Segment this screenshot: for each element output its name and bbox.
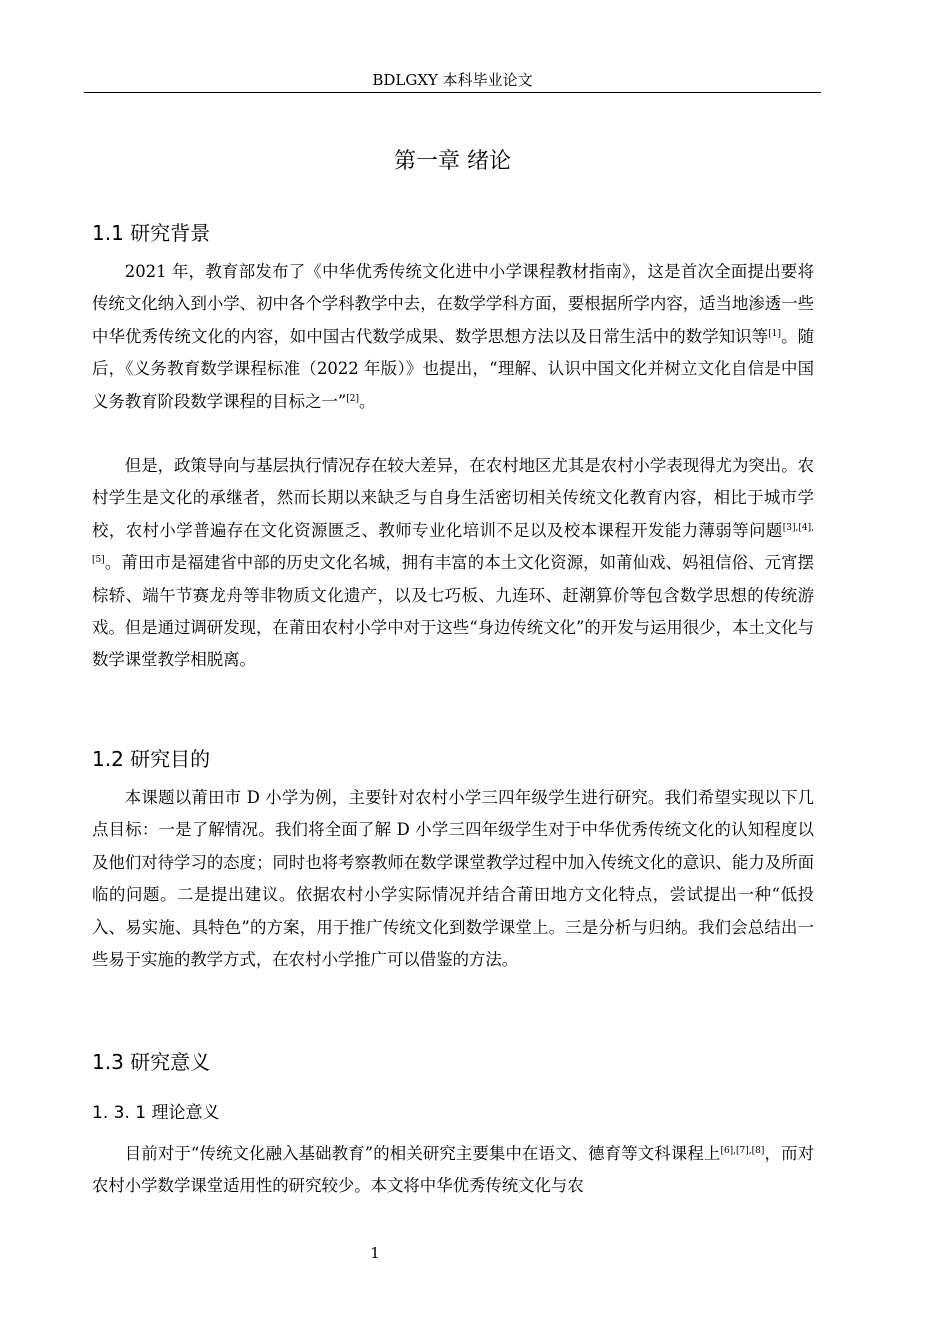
paragraph-purpose: 本课题以莆田市 D 小学为例，主要针对农村小学三四年级学生进行研究。我们希望实现以下几点目标：一是了解情况。我们将全面了解 D 小学三四年级学生对于中华优秀传统文化的认知程度以及他们对待学习的态度；同时也将考察教师在数学课堂教学过程中加入传统文化的意识、能力及所面临的问题。二是提出建议。依据农村小学实际情况并结合莆田地方文化特点，尝试提出一种“低投入、易实施、具特色”的方案，用于推广传统文化到数学课堂上。三是分析与归纳。我们会总结出一些易于实施的教学方式，在农村小学推广可以借鉴的方法。	[92, 788, 814, 970]
paragraph-text: 2021 年，教育部发布了《中华优秀传统文化进中小学课程教材指南》，这是首次全面提出要将传统文化纳入到小学、初中各个学科教学中去，在数学学科方面，要根据所学内容，适当地渗透一些中华优秀传统文化的内容，如中国古代数学成果、数学思想方法以及日常生活中的数学知识等	[92, 262, 814, 346]
paragraph-text: ，而对农村小学数学课堂适用性的研究较少。本文将中华优秀传统文化与农	[92, 1144, 814, 1196]
section-heading-1-3: 1.3 研究意义	[92, 1050, 211, 1074]
citation-ref: [3],[4],[5]	[92, 522, 814, 566]
paragraph-text: 。随后，《义务教育数学课程标准（2022 年版）》也提出，“理解、认识中国文化并树立文化自信是中国义务教育阶段数学课程的目标之一”	[92, 326, 815, 411]
paragraph-theory	[92, 1138, 814, 1203]
citation-ref: [6],[7],[8]	[720, 1146, 765, 1156]
citation-ref: [1]	[768, 328, 782, 339]
paragraph-text: 。莆田市是福建省中部的历史文化名城，拥有丰富的本土文化资源，如莆仙戏、妈祖信俗、元宵摆棕轿、端午节赛龙舟等非物质文化遗产，以及七巧板、九连环、赶潮算价等包含数学思想的传统游戏。但是通过调研发现，在莆田农村小学中对于这些“身边传统文化”的开发与运用很少，本土文化与数学课堂教学相脱离。	[92, 553, 814, 670]
citation-ref: [2]	[346, 393, 359, 404]
running-header: BDLGXY 本科毕业论文	[372, 71, 533, 89]
header-rule	[84, 92, 821, 93]
section-heading-1-2: 1.2 研究目的	[92, 747, 211, 771]
paragraph-text: 但是，政策导向与基层执行情况存在较大差异，在农村地区尤其是农村小学表现得尤为突出。农村学生是文化的承继者，然而长期以来缺乏与自身生活密切相关传统文化教育内容，相比于城市学校，农村小学普遍存在文化资源匮乏、教师专业化培训不足以及校本课程开发能力薄弱等问题	[92, 456, 814, 540]
subsection-heading-1-3-1: 1. 3. 1 理论意义	[92, 1103, 220, 1123]
paragraph-text: 。	[359, 391, 376, 411]
paragraph-background-1	[92, 256, 814, 418]
paragraph-background-2	[92, 450, 814, 677]
page-number: 1	[370, 1244, 380, 1262]
paragraph-text: 目前对于“传统文化融入基础教育”的相关研究主要集中在语文、德育等文科课程上	[124, 1144, 721, 1163]
section-heading-1-1: 1.1 研究背景	[92, 221, 211, 245]
chapter-title: 第一章 绪论	[394, 149, 511, 174]
